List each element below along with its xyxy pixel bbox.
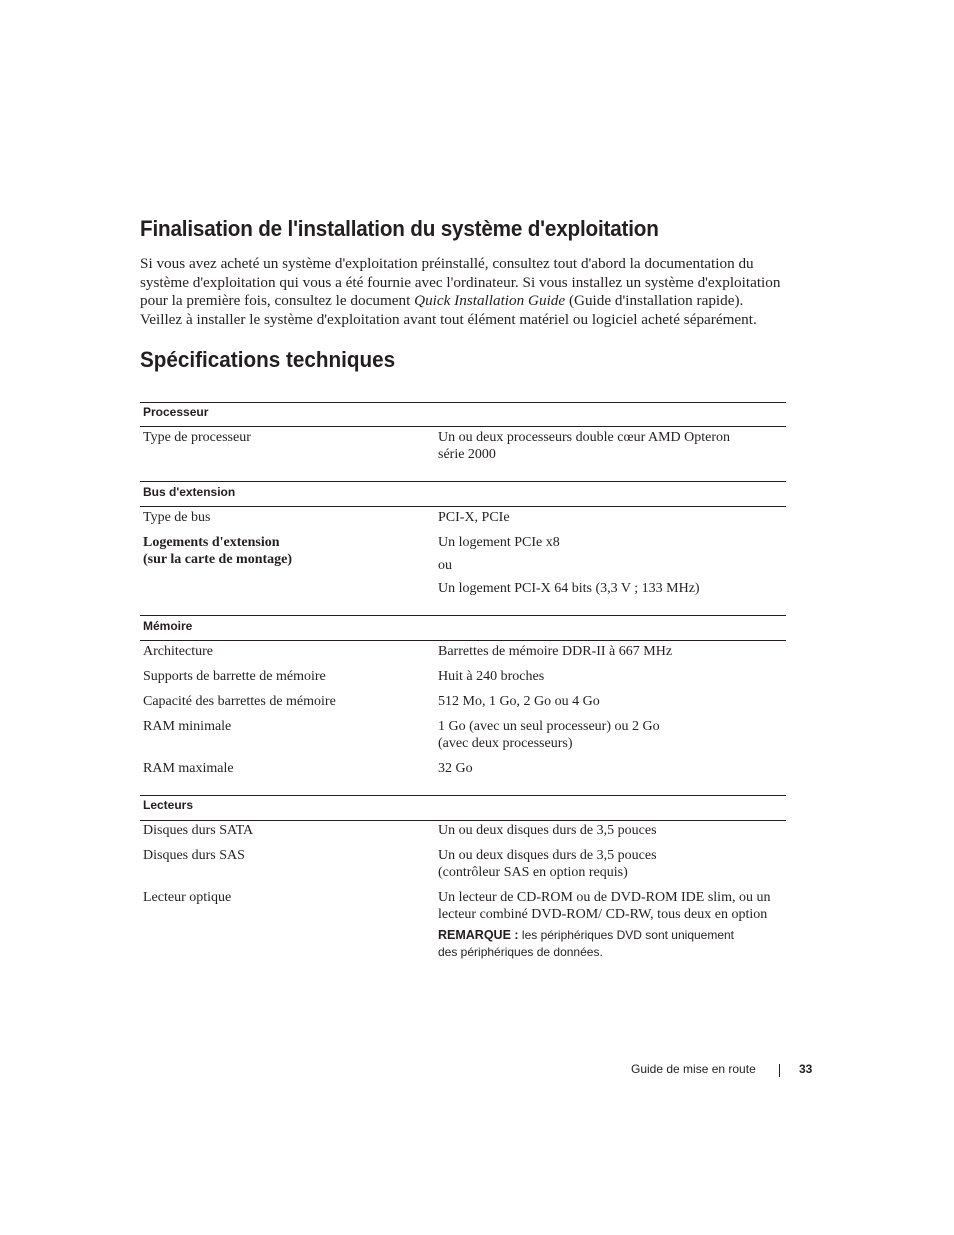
section-heading-os-installation: Finalisation de l'installation du système d'exploitation bbox=[140, 216, 659, 241]
spec-value: ou bbox=[438, 558, 452, 573]
spec-value: Un logement PCIe x8 bbox=[438, 535, 560, 550]
spec-value: Un lecteur de CD-ROM ou de DVD-ROM IDE slim, ou un bbox=[438, 890, 771, 905]
spec-value: 1 Go (avec un seul processeur) ou 2 Go bbox=[438, 719, 660, 734]
spec-value: Un ou deux disques durs de 3,5 pouces bbox=[438, 848, 657, 863]
intro-line bbox=[140, 292, 830, 311]
spec-section-processor: Processeur bbox=[143, 405, 209, 419]
spec-label: Disques durs SATA bbox=[143, 823, 254, 838]
spec-section-drives: Lecteurs bbox=[143, 798, 194, 812]
spec-value: série 2000 bbox=[438, 447, 496, 462]
spec-section-memory: Mémoire bbox=[143, 619, 193, 633]
note-line: des périphériques de données. bbox=[438, 945, 603, 959]
table-divider bbox=[140, 640, 786, 641]
spec-value: lecteur combiné DVD-ROM/ CD-RW, tous deux en option bbox=[438, 907, 768, 922]
table-divider bbox=[140, 426, 786, 427]
spec-label: Type de processeur bbox=[143, 430, 251, 445]
intro-line: système d'exploitation qui vous a été fournie avec l'ordinateur. Si vous installez un système d'exploitation bbox=[140, 273, 781, 291]
note-dvd bbox=[438, 927, 734, 961]
spec-label: Type de bus bbox=[143, 510, 211, 525]
table-divider bbox=[140, 820, 786, 821]
spec-label: Supports de barrette de mémoire bbox=[143, 669, 326, 684]
spec-value: Un ou deux disques durs de 3,5 pouces bbox=[438, 823, 657, 838]
note-label: REMARQUE : bbox=[438, 928, 519, 942]
spec-label: RAM minimale bbox=[143, 719, 232, 734]
intro-line: Veillez à installer le système d'exploitation avant tout élément matériel ou logiciel acheté séparément. bbox=[140, 310, 757, 328]
spec-label: Logements d'extension bbox=[143, 535, 280, 550]
spec-value: (contrôleur SAS en option requis) bbox=[438, 865, 628, 880]
spec-label: Capacité des barrettes de mémoire bbox=[143, 694, 336, 709]
spec-label: Disques durs SAS bbox=[143, 848, 245, 863]
section-heading-specifications: Spécifications techniques bbox=[140, 347, 396, 372]
spec-value: Un logement PCI-X 64 bits (3,3 V ; 133 MHz) bbox=[438, 581, 700, 596]
note-line bbox=[438, 927, 734, 944]
spec-label: Lecteur optique bbox=[143, 890, 232, 905]
intro-line: Si vous avez acheté un système d'exploitation préinstallé, consultez tout d'abord la documentation du bbox=[140, 255, 754, 272]
footer-guide-title: Guide de mise en route bbox=[631, 1062, 756, 1076]
intro-paragraph bbox=[140, 255, 830, 329]
footer-separator bbox=[779, 1064, 780, 1077]
spec-value: Un ou deux processeurs double cœur AMD Opteron bbox=[438, 430, 730, 445]
quick-installation-guide-title: Quick Installation Guide bbox=[414, 292, 566, 310]
table-divider bbox=[140, 795, 786, 796]
table-divider bbox=[140, 615, 786, 616]
intro-text: (Guide d'installation rapide). bbox=[565, 292, 744, 310]
intro-text: pour la première fois, consultez le document bbox=[140, 292, 415, 310]
spec-value: Barrettes de mémoire DDR-II à 667 MHz bbox=[438, 644, 673, 659]
table-divider bbox=[140, 506, 786, 507]
spec-section-expansion-bus: Bus d'extension bbox=[143, 485, 236, 499]
spec-value: 512 Mo, 1 Go, 2 Go ou 4 Go bbox=[438, 694, 600, 709]
spec-value: 32 Go bbox=[438, 761, 473, 776]
spec-label: RAM maximale bbox=[143, 761, 234, 776]
table-divider bbox=[140, 402, 786, 403]
spec-value: Huit à 240 broches bbox=[438, 669, 545, 684]
spec-value: (avec deux processeurs) bbox=[438, 736, 573, 751]
page-number: 33 bbox=[799, 1062, 813, 1076]
spec-value: PCI-X, PCIe bbox=[438, 510, 510, 525]
spec-label: Architecture bbox=[143, 644, 213, 659]
table-divider bbox=[140, 481, 786, 482]
spec-label: (sur la carte de montage) bbox=[143, 552, 293, 567]
note-text: les périphériques DVD sont uniquement bbox=[518, 928, 735, 942]
